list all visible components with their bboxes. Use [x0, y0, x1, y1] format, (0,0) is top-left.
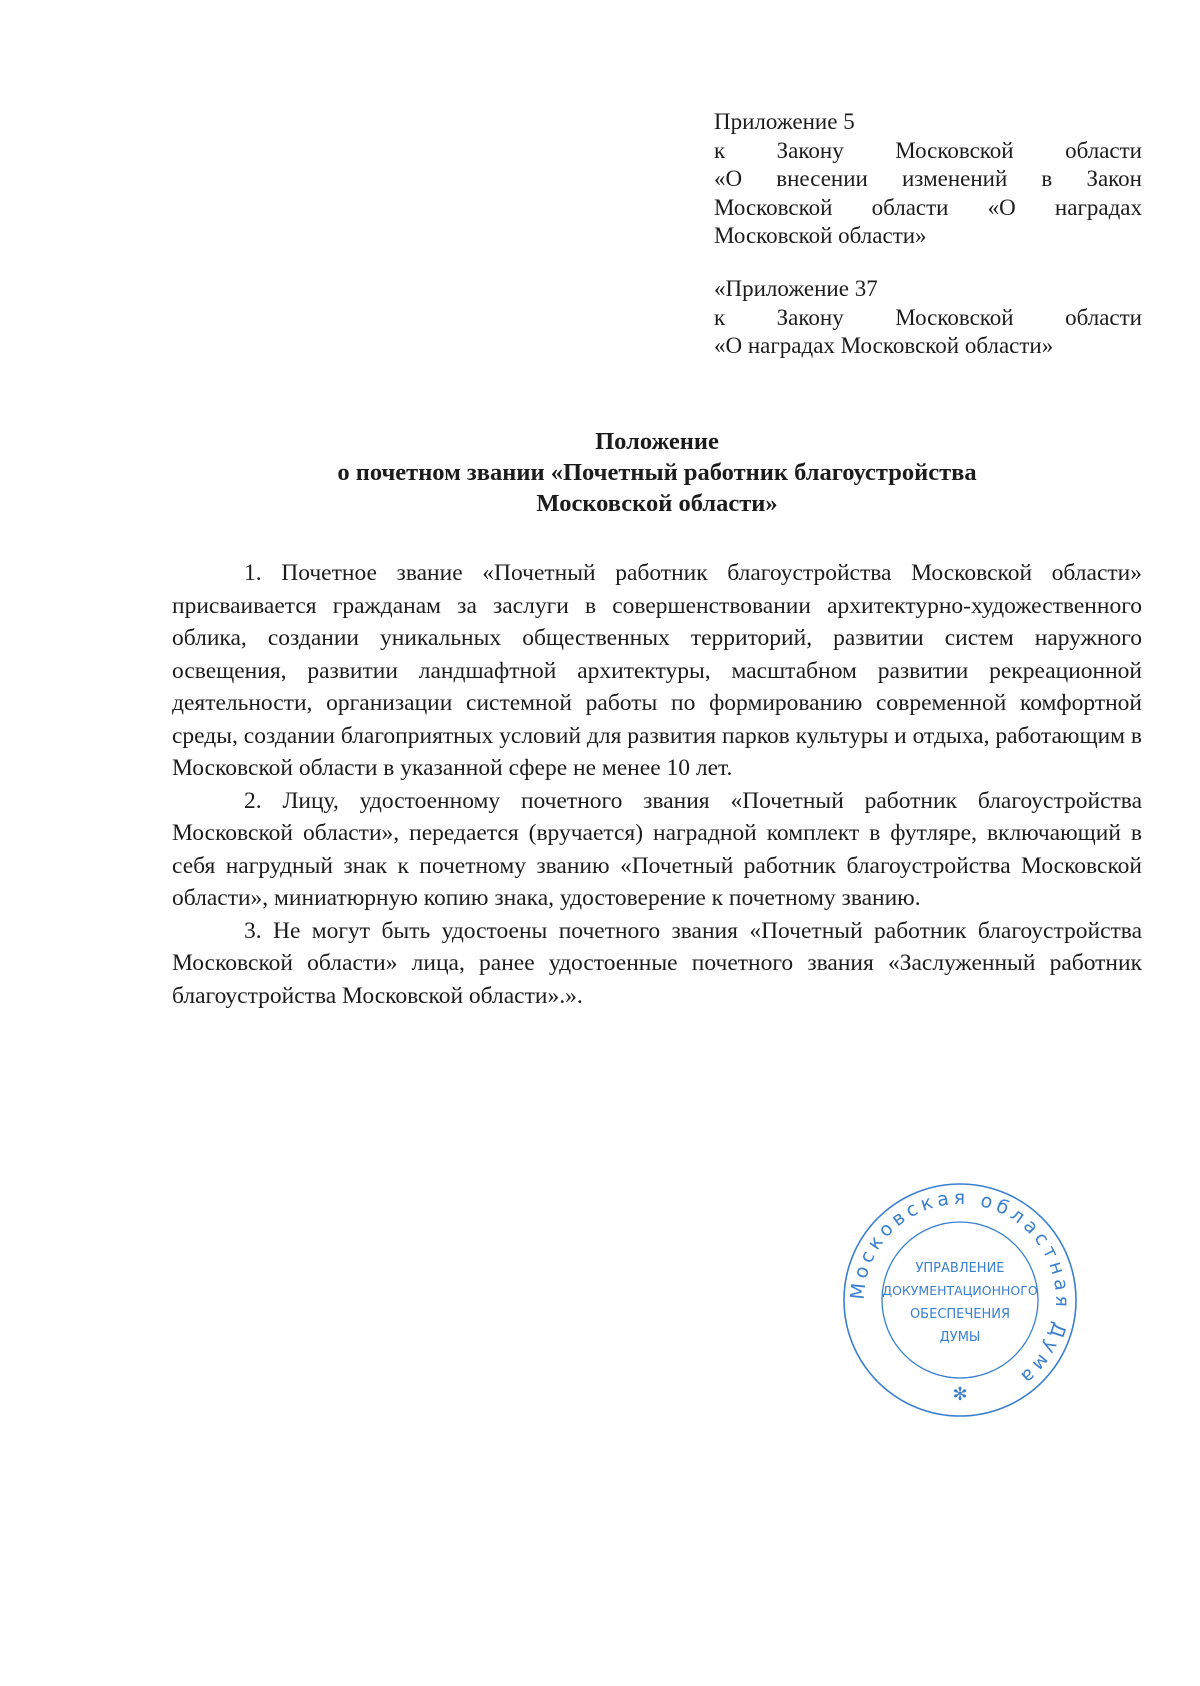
stamp-outer-ring	[844, 1184, 1076, 1416]
annex-line: «О внесении изменений в Закон	[714, 166, 1142, 192]
heading-line: Московской области»	[536, 490, 778, 517]
official-stamp	[840, 1180, 1080, 1420]
annex-line: Московской области»	[714, 223, 927, 249]
stamp-center-line: ДУМЫ	[939, 1330, 981, 1345]
stamp-ring-textpath: Московская областная Дума	[846, 1186, 1074, 1391]
stamp-center-line: ОБЕСПЕЧЕНИЯ	[909, 1307, 1011, 1322]
annex-line: Московской области «О наградах	[714, 194, 1142, 220]
inner-annex-line: «О наградах Московской области»	[714, 333, 1054, 359]
stamp-inner-ring	[882, 1222, 1038, 1378]
paragraph-2: 2. Лицу, удостоенному почетного звания «Почетный работник благоустройства Московской области», передается (вручается) наградной комплект в футляре, включающий в себя нагрудный знак к почетному званию «Почетный работник благоустройства Московской области», миниатюрную копию знака, удостоверение к почетному званию.	[172, 787, 1142, 911]
inner-annex-block	[714, 275, 1142, 361]
inner-annex-line: к Закону Московской области	[714, 304, 1142, 330]
stamp-center-line: УПРАВЛЕНИЕ	[915, 1261, 1005, 1276]
document-body	[172, 557, 1142, 1012]
annex-block	[714, 108, 1142, 251]
heading-line: о почетном звании «Почетный работник благоустройства	[337, 459, 977, 486]
annex-line: к Закону Московской области	[714, 137, 1142, 163]
annex-title: Приложение 5	[714, 109, 855, 134]
stamp-center-line: ДОКУМЕНТАЦИОННОГО	[882, 1283, 1038, 1298]
stamp-asterisk-icon: ✻	[952, 1384, 968, 1405]
document-heading	[172, 426, 1142, 519]
paragraph-1: 1. Почетное звание «Почетный работник благоустройства Московской области» присваивается гражданам за заслуги в совершенствовании архитектурно-художественного облика, создании уникальных общественных территорий, развитии систем наружного освещения, развитии ландшафтной архитектуры, масштабном развитии рекреационной деятельности, организации системной работы по формированию современной комфортной среды, создании благоприятных условий для развития парков культуры и отдыха, работающим в Московской области в указанной сфере не менее 10 лет.	[172, 560, 1142, 781]
paragraph-3: 3. Не могут быть удостоены почетного звания «Почетный работник благоустройства Московской области» лица, ранее удостоенные почетного звания «Заслуженный работник благоустройства Московской области».».	[172, 917, 1142, 1009]
heading-line: Положение	[595, 428, 719, 455]
inner-annex-title: «Приложение 37	[714, 276, 878, 301]
